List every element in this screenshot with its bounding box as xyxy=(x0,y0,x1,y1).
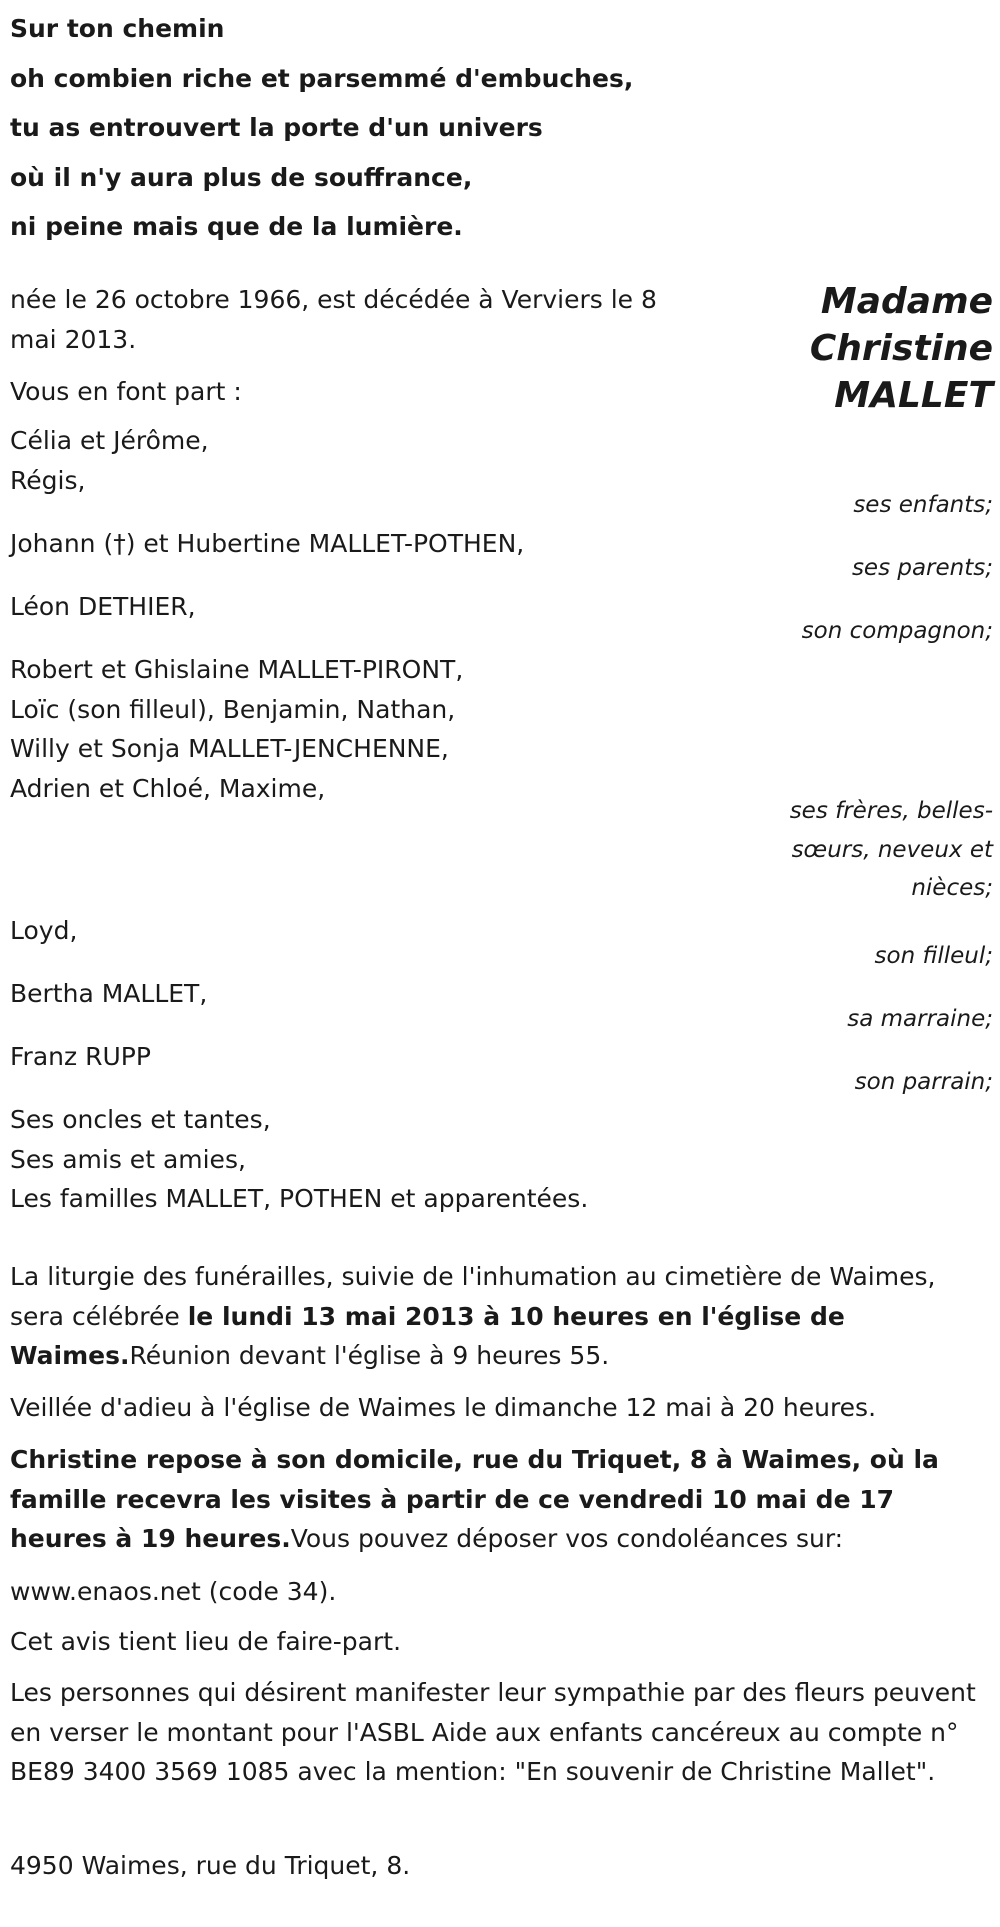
family-line: Régis, xyxy=(10,465,86,495)
deceased-title: Madame xyxy=(820,281,993,322)
role-godfather: son parrain; xyxy=(854,1069,993,1095)
children-names xyxy=(10,421,700,500)
funeral-date-emphasis: le lundi 13 mai 2013 à 10 heures en l'église de Waimes. xyxy=(10,1301,845,1370)
intro-text: née le 26 octobre 1966, est décédée à Verviers le 8 mai 2013. xyxy=(10,285,657,354)
siblings-names xyxy=(10,650,700,808)
godmother-name: Bertha MALLET, xyxy=(10,979,208,1008)
godson-name: Loyd, xyxy=(10,916,78,945)
family-line: Ses oncles et tantes, xyxy=(10,1105,271,1134)
poem-line: tu as entrouvert la porte d'un univers xyxy=(10,113,543,142)
rest-emphasis: Christine repose à son domicile, rue du Triquet, 8 à Waimes, où la famille recevra les visites à partir de ce vendredi 10 mai de 17 heures à 19 heures. xyxy=(10,1445,939,1553)
godfather-name: Franz RUPP xyxy=(10,1042,151,1071)
deceased-name xyxy=(693,278,993,419)
family-line: Loïc (son filleul), Benjamin, Nathan, xyxy=(10,694,456,724)
family-line: Les familles MALLET, POTHEN et apparentées. xyxy=(10,1184,589,1213)
family-line: Robert et Ghislaine MALLET-PIRONT, xyxy=(10,655,464,684)
partner-name: Léon DETHIER, xyxy=(10,592,196,621)
funeral-text: La liturgie des funérailles, suivie de l'inhumation au cimetière de Waimes, sera célébrée xyxy=(10,1262,936,1331)
family-line: Adrien et Chloé, Maxime, xyxy=(10,773,326,803)
condolence-text: Vous pouvez déposer vos condoléances sur: xyxy=(290,1524,844,1553)
other-relatives xyxy=(10,1100,995,1219)
role-parents: ses parents; xyxy=(851,555,993,581)
website-text: www.enaos.net (code 34). xyxy=(10,1577,337,1606)
poem-line: Sur ton chemin xyxy=(10,14,225,43)
role-godson: son filleul; xyxy=(874,943,993,969)
role-line: ses frères, belles- xyxy=(789,798,993,824)
deceased-last-name: MALLET xyxy=(834,375,993,416)
role-line: sœurs, neveux et xyxy=(791,836,993,863)
family-line: Willy et Sonja MALLET-JENCHENNE, xyxy=(10,734,449,763)
poem-line: oh combien riche et parsemmé d'embuches, xyxy=(10,63,634,93)
poem-line: où il n'y aura plus de souffrance, xyxy=(10,162,473,192)
donation-text: Les personnes qui désirent manifester leur sympathie par des fleurs peuvent en verser le montant pour l'ASBL Aide aux enfants cancéreux au compte n° BE89 3400 3569 1085 avec la mention: "En souvenir de Christine Mallet". xyxy=(10,1678,976,1786)
role-godmother: sa marraine; xyxy=(847,1006,993,1032)
poem-line: ni peine mais que de la lumière. xyxy=(10,212,463,241)
role-children: ses enfants; xyxy=(853,492,993,518)
address-text: 4950 Waimes, rue du Triquet, 8. xyxy=(10,1851,411,1880)
announce-text: Vous en font part : xyxy=(10,377,242,406)
funeral-paragraph xyxy=(10,1257,995,1376)
poem xyxy=(10,4,710,252)
deceased-first-name: Christine xyxy=(809,328,993,369)
rest-paragraph xyxy=(10,1440,995,1559)
role-line: nièces; xyxy=(911,875,993,901)
role-siblings xyxy=(723,792,993,908)
vigil-text: Veillée d'adieu à l'église de Waimes le dimanche 12 mai à 20 heures. xyxy=(10,1393,877,1422)
notice-text: Cet avis tient lieu de faire-part. xyxy=(10,1627,402,1656)
meeting-text: Réunion devant l'église à 9 heures 55. xyxy=(129,1341,610,1370)
family-line: Célia et Jérôme, xyxy=(10,426,209,455)
parents-names: Johann (†) et Hubertine MALLET-POTHEN, xyxy=(10,529,525,558)
role-partner: son compagnon; xyxy=(801,618,993,644)
family-line: Ses amis et amies, xyxy=(10,1144,246,1174)
